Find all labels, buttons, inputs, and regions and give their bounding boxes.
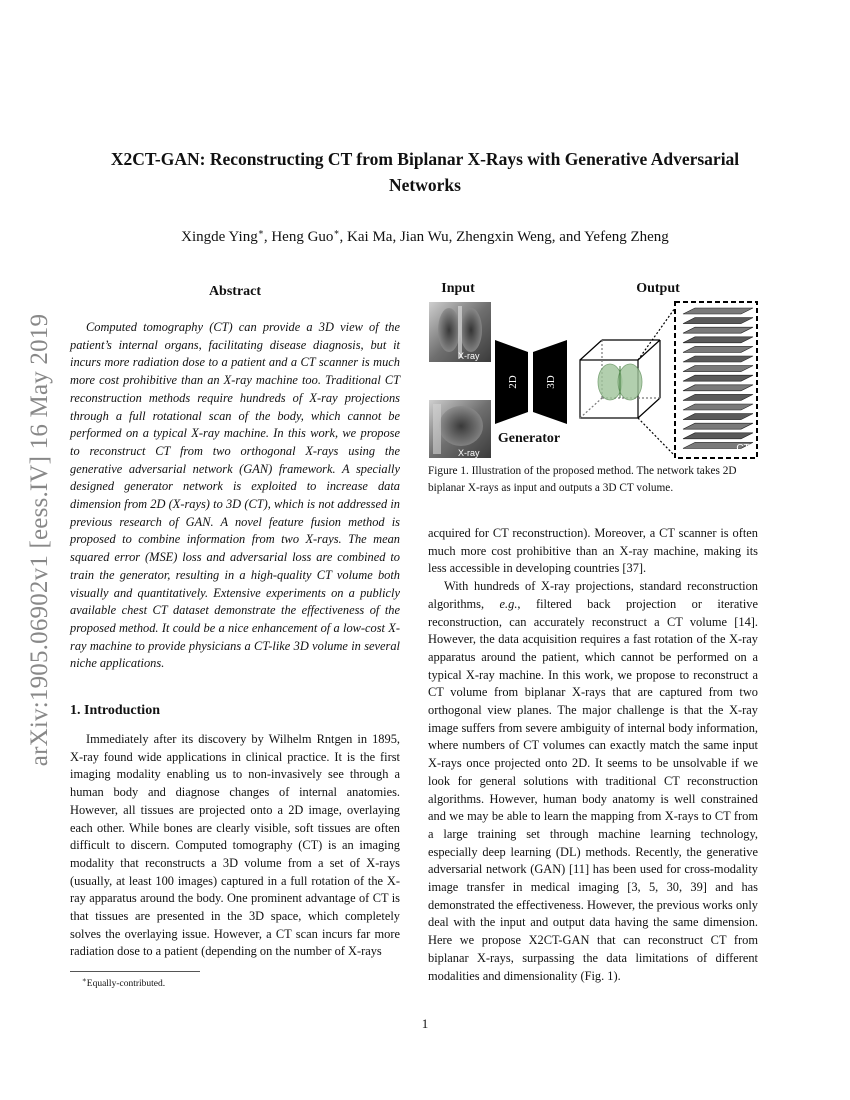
generator-3d-label: 3D: [545, 375, 557, 389]
ct-slice: [683, 337, 753, 343]
introduction-heading: 1. Introduction: [70, 703, 160, 718]
author: Zhengxin Weng: [456, 229, 552, 245]
author-list: Xingde Ying∗, Heng Guo∗, Kai Ma, Jian Wu, Zhengxin Weng, and Yefeng Zheng: [181, 227, 669, 245]
footnote: [82, 976, 165, 989]
footnote-rule: [70, 971, 200, 972]
ct-slice: [683, 356, 753, 362]
figure-1: [425, 278, 765, 458]
introduction-body: [70, 731, 400, 961]
xray-label-1: X-ray: [458, 351, 480, 361]
abstract-paragraph: Computed tomography (CT) can provide a 3D view of the patient’s internal organs, facilitating disease diagnosis, but it incurs more radiation dose to a patient and a CT scanner is much more cost prohibitive than an X-ray machine too. Traditional CT reconstruction methods require hundreds of X-ray projections through a full rotational scan of the body, which cannot be performed on a typical X-ray machine. In this work, we propose to reconstruct CT from two orthogonal X-rays using the generative adversarial network (GAN) framework. A specially designed generator network is exploited to increase data dimension from 2D (X-rays) to 3D (CT), which is not addressed in previous research of GAN. A novel feature fusion method is proposed to combine information from two X-rays. The mean squared error (MSE) loss and adversarial loss are combined to train the generator, resulting in a high-quality CT volume both visually and quantitatively. Extensive experiments on a publicly available chest CT dataset demonstrate the effectiveness of the proposed method. It could be a nice enhancement of a low-cost X-ray machine to provide physicians a CT-like 3D volume in several niche applications.: [70, 320, 400, 671]
ct-slice: [683, 327, 753, 333]
generator-2d-label: 2D: [507, 375, 519, 389]
ct-label: CT: [736, 443, 750, 454]
generator-label: Generator: [497, 431, 561, 446]
right-paragraph-2: With hundreds of X-ray projections, standard reconstruction algorithms, e.g., filtered back projection or iterative reconstruction, can accurately reconstruct a CT volume [14]. However, the data acquisition requires a fast rotation of the X-ray apparatus around the patient, which cannot be performed on a typical X-ray machine. In this work, we propose to reconstruct a CT volume from biplanar X-rays that are captured from two orthogonal view planes. The major challenge is that the X-ray image suffers from severe ambiguity of internal body information, where numbers of CT volumes can exactly match the same input X-rays once projected onto 2D. It seems to be unsolvable if we look for general solutions with traditional CT reconstruction algorithms. However, human body anatomy is well constrained and we may be able to learn the mapping from X-rays to CT from a large training set through machine learning technology, especially deep learning (DL) methods. Recently, the generative adversarial network (GAN) [11] has been used for cross-modality image transfer in medical imaging [3, 5, 30, 39] and has demonstrated the effectiveness. However, the previous works only deal with the input and output data having the same dimension. Here we propose X2CT-GAN that can reconstruct CT from biplanar X-rays, surpassing the data limitations of different modalities and dimensionality (Fig. 1).: [428, 579, 758, 983]
ct-slice: [683, 375, 753, 381]
ct-slice: [683, 423, 753, 429]
footnote-text: Equally-contributed.: [86, 979, 166, 990]
ct-slice: [683, 318, 753, 324]
generator-block: [495, 340, 567, 446]
arxiv-identifier-text: arXiv:1905.06902v1 [eess.IV] 16 May 2019: [26, 313, 53, 767]
page-number: 1: [421, 1016, 429, 1031]
ct-slice-stack: [675, 302, 757, 458]
ct-slice: [683, 308, 753, 314]
right-column-body: [428, 525, 758, 985]
ct-slice: [683, 414, 753, 420]
ct-slice: [683, 385, 753, 391]
figure-1-diagram: [425, 278, 765, 460]
footnote-mark: ∗: [82, 976, 87, 984]
connector-bottom: [638, 418, 675, 456]
author: Heng Guo∗: [271, 227, 340, 245]
output-label: Output: [636, 281, 680, 296]
paper-title: X2CT-GAN: Reconstructing CT from Biplanar X-Rays with Generative Adversarial Networks: [110, 149, 740, 195]
connector-top: [638, 308, 675, 360]
arxiv-identifier: [12, 280, 68, 800]
ct-slice: [683, 346, 753, 352]
input-label: Input: [441, 281, 475, 296]
author: Yefeng Zheng: [584, 229, 669, 245]
abstract-body: [70, 319, 400, 673]
ct-slice: [683, 404, 753, 410]
ct-slice: [683, 394, 753, 400]
right-paragraph-1: acquired for CT reconstruction). Moreover, a CT scanner is often much more cost prohibitive than an X-ray machine, making its less accessible in developing countries [37].: [428, 526, 758, 576]
introduction-paragraph: Immediately after its discovery by Wilhelm Rntgen in 1895, X-ray found wide applications in clinical practice. It is the first imaging modality enabling us to non-invasively see through a human body and diagnose changes of internal anatomies. However, all tissues are projected onto a 2D image, overlaying each other. While bones are clearly visible, soft tissues are often difficult to discern. Computed tomography (CT) is an imaging modality that reconstructs a 3D volume from a set of X-rays (usually, at least 100 images) captured in a full rotation of the X-ray apparatus around the body. One prominent advantage of CT is that tissues are presented in the 3D space, which completely solves the overlaying issue. However, a CT scan incurs far more radiation dose to a patient (depending on the number of X-rays: [70, 732, 400, 959]
ct-slice: [683, 433, 753, 439]
author: Kai Ma: [347, 229, 393, 245]
figure-1-caption: Figure 1. Illustration of the proposed method. The network takes 2D biplanar X-rays as input and outputs a 3D CT volume.: [428, 465, 737, 494]
xray-label-2: X-ray: [458, 448, 480, 458]
abstract-heading: Abstract: [208, 284, 262, 299]
ct-volume-cube: [580, 340, 660, 418]
frontal-xray-image: [429, 302, 491, 362]
author: Xingde Ying∗: [181, 227, 264, 245]
ct-slice: [683, 366, 753, 372]
author: Jian Wu: [399, 229, 449, 245]
author-joiner: , and: [551, 229, 585, 245]
lateral-xray-image: [429, 400, 491, 458]
